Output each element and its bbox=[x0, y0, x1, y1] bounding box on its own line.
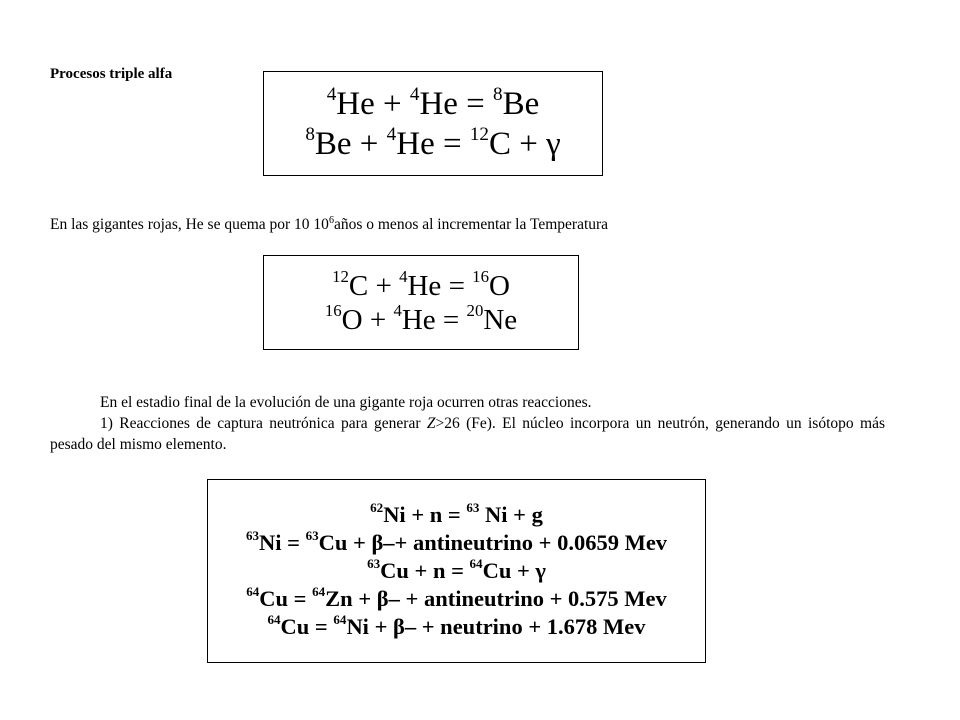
triple-alpha-equations-box bbox=[263, 71, 603, 176]
equation-ni62-capture: $^{62}$Ni + n = $^{63}$ Ni + g bbox=[370, 500, 543, 527]
equation-cu63-capture: $^{63}$Cu + n = $^{64}$Cu + γ bbox=[367, 556, 546, 583]
red-giants-paragraph: En las gigantes rojas, He se quema por 10 $10^6años$ o menos al incrementar la Temperatura bbox=[50, 214, 609, 233]
final-stage-intro: En el estadio final de la evolución de una gigante roja ocurren otras reacciones. bbox=[100, 394, 592, 411]
equation-cu64-to-zn: $^{64}$Cu = $^{64}$Zn + β– + antineutrino + 0.575 Mev bbox=[246, 584, 667, 611]
equation-o-he-ne: $^{16}$O + $^4$He = $^{20}$Ne bbox=[324, 301, 518, 336]
equation-ni63-decay: $^{63}$Ni = $^{63}$Cu + β–+ antineutrino + 0.0659 Mev bbox=[245, 528, 668, 555]
neutron-capture-equations-box bbox=[207, 479, 706, 663]
equation-be-he-c: $^8$Be + $^4$He = $^{12}$C + γ bbox=[305, 123, 561, 162]
section-title: Procesos triple alfa bbox=[50, 66, 173, 82]
equation-he-he-be: $^4$He + $^4$He = $^8$Be bbox=[326, 83, 540, 122]
final-stage-paragraph bbox=[50, 392, 885, 455]
equation-cu64-to-ni: $^{64}$Cu = $^{64}$Ni + β– + neutrino + 1.678 Mev bbox=[267, 612, 646, 639]
neutron-capture-text: 1) Reacciones de captura neutrónica para generar Z>26 (Fe). El núcleo incorpora un neutrón, generando un isótopo más pesado del mismo elemento. bbox=[50, 415, 885, 453]
equation-c-he-o: $^{12}$C + $^4$He = $^{16}$O bbox=[332, 267, 510, 302]
helium-burning-equations-box bbox=[263, 255, 579, 350]
